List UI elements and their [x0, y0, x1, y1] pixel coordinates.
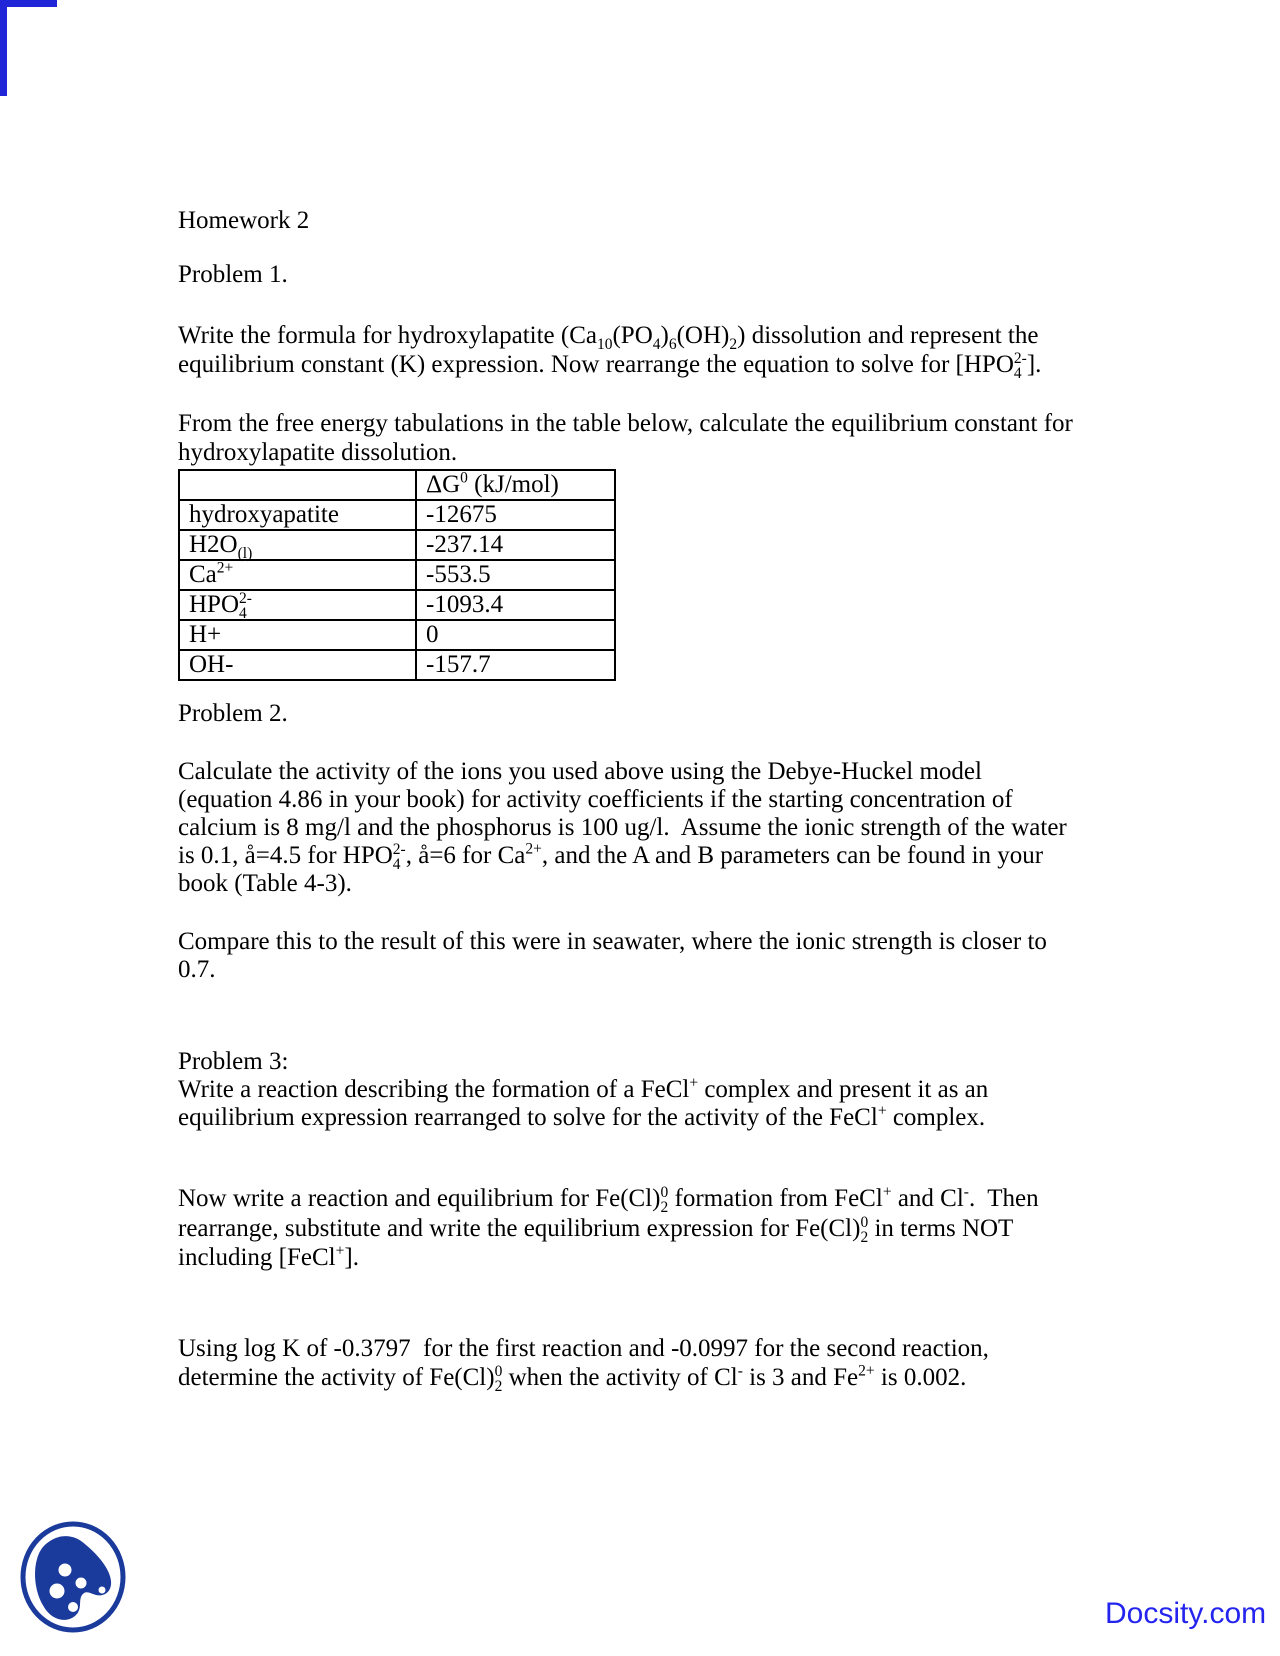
logo-dot [50, 1584, 65, 1599]
table-row [179, 530, 615, 560]
table-header-row [179, 470, 615, 500]
homework-title: Homework 2 [178, 207, 310, 234]
paragraph-line: Calculate the activity of the ions you used above using the Debye-Huckel model [178, 758, 982, 785]
paragraph-line: From the free energy tabulations in the table below, calculate the equilibrium constant for [178, 410, 1073, 437]
page-corner-mark-vertical [0, 0, 7, 96]
paragraph-line: determine the activity of $Fe(Cl)_2^0$ when the activity of Cl- is 3 and $Fe^{2+}$ is 0.002. [178, 1362, 967, 1395]
substance-cell: $Ca^{2+}$ [179, 560, 416, 590]
dg-column-header: $\Delta G^0$ (kJ/mol) [416, 470, 615, 500]
free-energy-table [178, 469, 616, 681]
substance-cell: $HPO_4^{2-}$ [179, 590, 416, 620]
logo-dot [68, 1602, 78, 1612]
paragraph-line: rearrange, substitute and write the equilibrium expression for $Fe(Cl)_2^0$ in terms NOT [178, 1213, 1014, 1246]
paragraph-line: Write the formula for hydroxylapatite $(Ca_{10}(PO_4)_6(OH)_2)$ dissolution and represent the [178, 322, 1039, 353]
paragraph-line: 0.7. [178, 956, 216, 983]
dg-cell: -237.14 [416, 530, 615, 560]
substance-cell: OH- [179, 650, 416, 680]
logo-dot [59, 1564, 72, 1577]
table-row [179, 620, 615, 650]
dg-cell: -553.5 [416, 560, 615, 590]
docsity-logo [20, 1521, 126, 1633]
dg-cell: 0 [416, 620, 615, 650]
dg-cell: -12675 [416, 500, 615, 530]
dg-cell: -1093.4 [416, 590, 615, 620]
table-row [179, 500, 615, 530]
problem-2-heading: Problem 2. [178, 700, 288, 727]
substance-cell: $H2O_{(l)}$ [179, 530, 416, 560]
page-corner-mark-horizontal [0, 0, 57, 7]
paragraph-line: book (Table 4-3). [178, 870, 352, 897]
table-row [179, 650, 615, 680]
problem-1-heading: Problem 1. [178, 261, 288, 288]
logo-dot [76, 1578, 87, 1589]
docsity-link[interactable]: Docsity.com [1105, 1597, 1267, 1630]
table-row [179, 590, 615, 620]
paragraph-line: equilibrium expression rearranged to solve for the activity of the FeCl+ complex. [178, 1102, 986, 1131]
paragraph-line: hydroxylapatite dissolution. [178, 439, 458, 466]
paragraph-line: is 0.1, å=4.5 for $HPO_4^{2-}$, å=6 for $Ca^{2+}$, and the A and B parameters can be found in your [178, 840, 1044, 873]
substance-column-header [179, 470, 416, 500]
paragraph-line: including [FeCl+]. [178, 1242, 359, 1271]
table-row [179, 560, 615, 590]
problem-3-heading: Problem 3: [178, 1048, 289, 1075]
substance-cell: hydroxyapatite [179, 500, 416, 530]
logo-dot [99, 1587, 106, 1594]
paragraph-line: Write a reaction describing the formation of a FeCl+ complex and present it as an [178, 1074, 989, 1103]
dg-cell: -157.7 [416, 650, 615, 680]
paragraph-line: calcium is 8 mg/l and the phosphorus is 100 ug/l. Assume the ionic strength of the water [178, 814, 1067, 841]
paragraph-line: Using log K of -0.3797 for the first reaction and -0.0997 for the second reaction, [178, 1335, 989, 1362]
paragraph-line: Compare this to the result of this were in seawater, where the ionic strength is closer to [178, 928, 1047, 955]
paragraph-line: (equation 4.86 in your book) for activity coefficients if the starting concentration of [178, 786, 1013, 813]
substance-cell: H+ [179, 620, 416, 650]
paragraph-line: equilibrium constant (K) expression. Now rearrange the equation to solve for $[HPO_4^{2-}]$. [178, 349, 1042, 382]
paragraph-line: Now write a reaction and equilibrium for $Fe(Cl)_2^0$ formation from FeCl+ and Cl-. Then [178, 1183, 1039, 1216]
